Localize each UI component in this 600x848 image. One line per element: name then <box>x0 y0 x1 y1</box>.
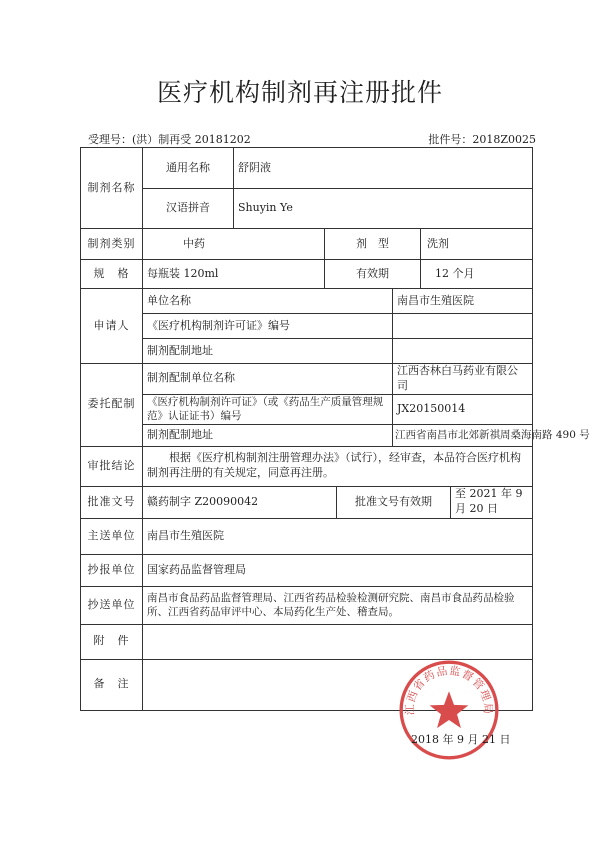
main-recipient-label: 主送单位 <box>81 518 143 554</box>
acceptance-number: 受理号：(洪）制再受 20181202 <box>88 133 251 146</box>
entrusted-address-label: 制剂配制地址 <box>143 424 393 446</box>
dosage-form-value: 洗剂 <box>421 229 533 260</box>
entrusted-license-label: 《医疗机构制剂许可证》（或《药品生产质量管理规范》认证证书）编号 <box>143 394 393 424</box>
license-number-value <box>393 314 533 339</box>
approval-number-value: 赣药制字 Z20090042 <box>143 486 337 518</box>
category-label: 制剂类别 <box>81 229 143 260</box>
approval-form-table <box>80 147 590 711</box>
entrusted-address-value: 江西省南昌市北郊新祺周桑海南路 490 号 <box>393 424 533 446</box>
copy-to-label: 抄送单位 <box>81 586 143 624</box>
category-value: 中药 <box>143 229 325 260</box>
license-number-label: 《医疗机构制剂许可证》编号 <box>143 314 393 339</box>
pinyin-label: 汉语拼音 <box>143 189 234 229</box>
attachment-label: 附 件 <box>81 624 143 659</box>
unit-name-label: 单位名称 <box>143 289 393 314</box>
entrusted-unit-label: 制剂配制单位名称 <box>143 364 393 395</box>
spec-label: 规 格 <box>81 260 143 289</box>
common-name-value: 舒阴液 <box>234 148 533 189</box>
pinyin-value: Shuyin Ye <box>234 189 533 229</box>
seal-text: 江西省药品监督管理局 <box>403 664 495 716</box>
approval-validity-value: 至 2021 年 9 月 20 日 <box>451 486 533 518</box>
spec-value: 每瓶装 120ml <box>143 260 325 289</box>
approval-validity-label: 批准文号有效期 <box>337 486 451 518</box>
approval-document-number: 批件号：2018Z0025 <box>428 133 536 146</box>
conclusion-label: 审批结论 <box>81 446 143 486</box>
validity-value: 12 个月 <box>421 260 533 289</box>
issue-date: 2018 年 9 月 21 日 <box>411 733 511 746</box>
entrusted-license-value: JX20150014 <box>393 394 533 424</box>
attachment-value <box>143 624 533 659</box>
address-label: 制剂配制地址 <box>143 339 393 364</box>
seal-star-icon <box>430 691 469 728</box>
validity-label: 有效期 <box>325 260 421 289</box>
entrusted-unit-value: 江西杏林白马药业有限公司 <box>393 364 533 395</box>
dosage-form-label: 剂 型 <box>325 229 421 260</box>
document-title: 医疗机构制剂再注册批件 <box>156 78 443 107</box>
common-name-label: 通用名称 <box>143 148 234 189</box>
unit-name-value: 南昌市生殖医院 <box>393 289 533 314</box>
address-value <box>393 339 533 364</box>
approval-number-label: 批准文号 <box>81 486 143 518</box>
remark-label: 备 注 <box>81 659 143 710</box>
main-recipient-value: 南昌市生殖医院 <box>143 518 533 554</box>
copy-to-value: 南昌市食品药品监督管理局、江西省药品检验检测研究院、南昌市食品药品检验所、江西省药品审评中心、本局药化生产处、稽查局。 <box>143 586 533 624</box>
entrusted-label: 委托配制 <box>81 364 143 447</box>
cc-report-label: 抄报单位 <box>81 554 143 586</box>
applicant-label: 申请人 <box>81 289 143 364</box>
prep-name-label: 制剂名称 <box>81 148 143 229</box>
cc-report-value: 国家药品监督管理局 <box>143 554 533 586</box>
conclusion-value: 根据《医疗机构制剂注册管理办法》（试行），经审查，本品符合医疗机构制剂再注册的有关规定，同意再注册。 <box>143 446 533 486</box>
